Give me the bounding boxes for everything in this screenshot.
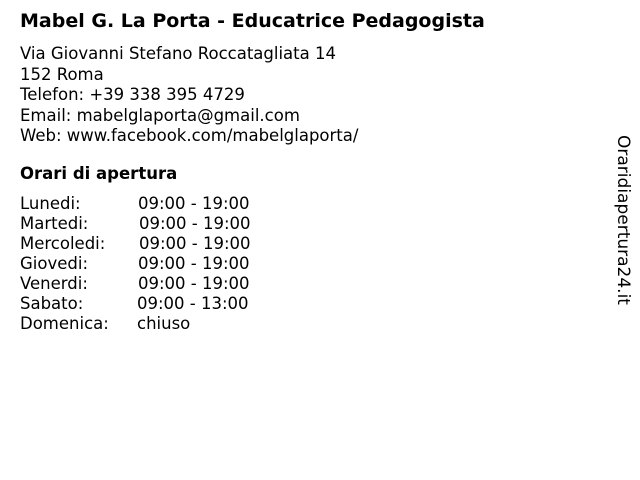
site-watermark: Oraridiapertura24.it (613, 135, 633, 305)
time-value: 09:00 - 19:00 (138, 274, 250, 293)
website: Web: www.facebook.com/mabelglaporta/ (20, 126, 359, 145)
street-address: Via Giovanni Stefano Roccatagliata 14 (20, 44, 336, 63)
email: Email: mabelglaporta@gmail.com (20, 105, 300, 125)
time-value: 09:00 - 19:00 (139, 214, 251, 233)
time-value: 09:00 - 19:00 (139, 234, 251, 253)
day-label: Martedi: (20, 214, 89, 233)
business-name: Mabel G. La Porta - Educatrice Pedagogista (20, 10, 485, 32)
day-label: Venerdi: (20, 274, 88, 293)
day-label: Mercoledi: (20, 234, 106, 253)
time-value: chiuso (137, 314, 191, 333)
day-label: Giovedi: (20, 254, 88, 273)
contact-block (20, 44, 358, 147)
day-label: Lunedi: (20, 194, 81, 213)
time-value: 09:00 - 19:00 (138, 194, 250, 213)
time-value: 09:00 - 13:00 (137, 294, 249, 313)
day-label: Domenica: (20, 314, 109, 333)
day-label: Sabato: (20, 294, 84, 313)
time-value: 09:00 - 19:00 (138, 254, 250, 273)
phone: Telefon: +39 338 395 4729 (20, 85, 245, 104)
city: 152 Roma (20, 64, 104, 84)
hours-heading: Orari di apertura (20, 164, 178, 183)
